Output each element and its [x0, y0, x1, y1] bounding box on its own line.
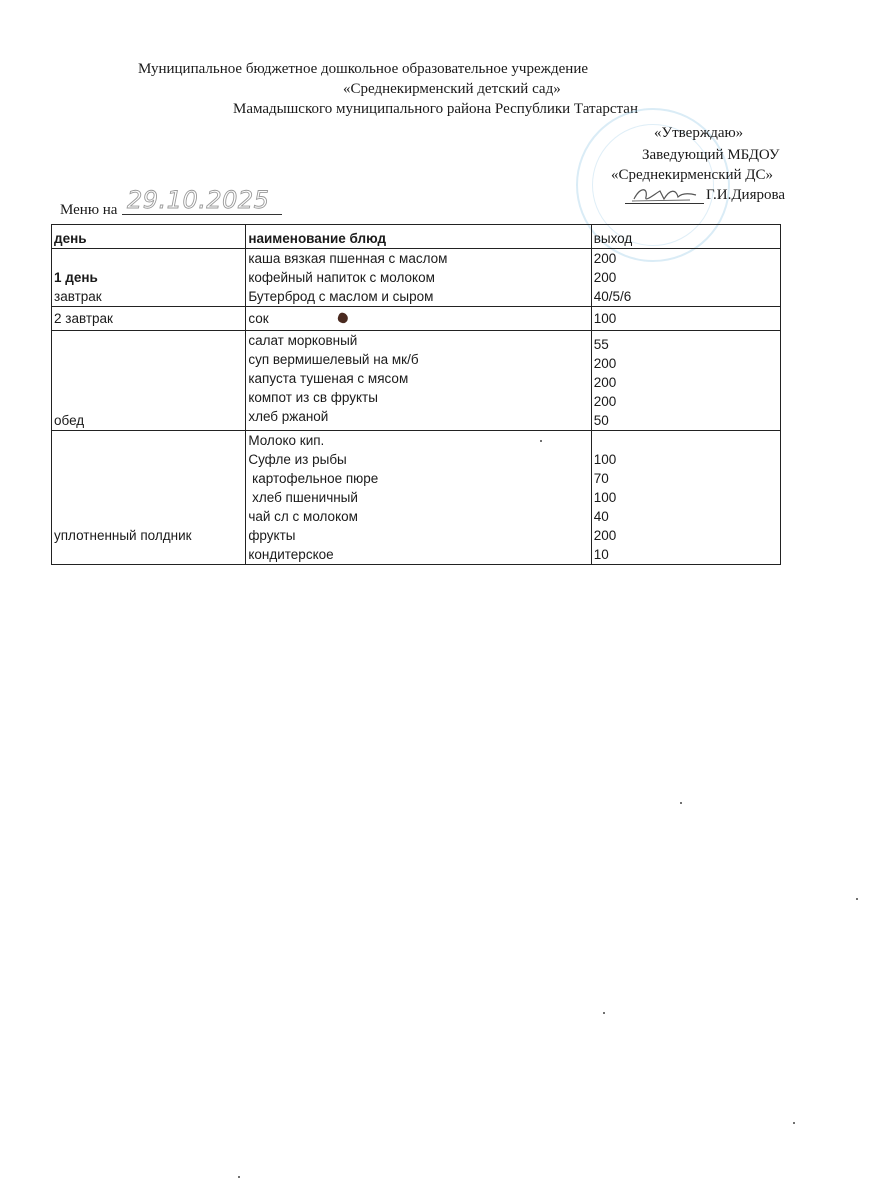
- yield-item: 100: [593, 311, 617, 326]
- day-cell: [52, 331, 246, 431]
- day-cell: [52, 249, 246, 307]
- header-yield-label: выход: [593, 231, 633, 246]
- day-number: 1 день: [54, 270, 98, 285]
- table-header-row: [52, 225, 781, 249]
- yield-cell: [591, 307, 780, 331]
- table-row: [52, 307, 781, 331]
- day-cell: [52, 431, 246, 565]
- menu-table: [51, 224, 781, 565]
- table-row: [52, 431, 781, 565]
- yield-item: 70: [593, 471, 609, 486]
- dish-item: хлеб ржаной: [248, 409, 329, 424]
- scan-speck: [680, 802, 682, 804]
- yield-item: 100: [593, 490, 617, 505]
- yield-item: 40: [593, 509, 609, 524]
- day-cell: [52, 307, 246, 331]
- yield-cell: [591, 431, 780, 565]
- dish-item: капуста тушеная с мясом: [248, 371, 409, 386]
- dish-item: каша вязкая пшенная с маслом: [248, 251, 448, 266]
- org-name-line2: «Среднекирменский детский сад»: [343, 81, 561, 97]
- date-underline: [122, 214, 282, 215]
- menu-date-label: Меню на: [60, 202, 118, 218]
- yield-item: 200: [593, 270, 617, 285]
- yield-item: 55: [593, 337, 609, 352]
- yield-item: 100: [593, 452, 617, 467]
- yield-cell: [591, 331, 780, 431]
- dishes-cell: [246, 431, 591, 565]
- dish-item: компот из св фрукты: [248, 390, 378, 405]
- yield-item: 50: [593, 413, 609, 428]
- yield-item: 200: [593, 251, 617, 266]
- approval-name: Г.И.Диярова: [706, 187, 786, 203]
- dish-item: чай сл с молоком: [248, 509, 358, 524]
- scan-speck: [238, 1176, 240, 1178]
- dish-item: фрукты: [248, 528, 296, 543]
- yield-item: 200: [593, 394, 617, 409]
- meal-name: обед: [54, 413, 85, 428]
- yield-item: 40/5/6: [593, 289, 632, 304]
- header-yield: [591, 225, 780, 249]
- dish-item: Бутерброд с маслом и сыром: [248, 289, 434, 304]
- approval-org: «Среднекирменский ДС»: [611, 167, 774, 183]
- dish-item: хлеб пшеничный: [248, 490, 358, 505]
- dishes-cell: [246, 331, 591, 431]
- org-name-line3: Мамадышского муниципального района Республики Татарстан: [233, 101, 638, 117]
- yield-cell: [591, 249, 780, 307]
- dishes-cell: [246, 307, 591, 331]
- yield-item: 200: [593, 375, 617, 390]
- header-day: день: [52, 225, 246, 249]
- dish-item: Молоко кип.: [248, 433, 325, 448]
- dish-item: салат морковный: [248, 333, 358, 348]
- dishes-cell: [246, 249, 591, 307]
- table-row: [52, 249, 781, 307]
- signature: [630, 183, 700, 205]
- scan-speck: [793, 1122, 795, 1124]
- dish-item: суп вермишелевый на мк/б: [248, 352, 419, 367]
- org-name-line1: Муниципальное бюджетное дошкольное образовательное учреждение: [138, 61, 588, 77]
- meal-name: уплотненный полдник: [54, 528, 192, 543]
- approval-position: Заведующий МБДОУ: [642, 147, 780, 163]
- meal-name: завтрак: [54, 289, 102, 304]
- dish-item: сок: [248, 311, 269, 326]
- yield-item: 200: [593, 356, 617, 371]
- meal-name: 2 завтрак: [54, 311, 113, 326]
- yield-item: 10: [593, 547, 609, 562]
- dish-item: картофельное пюре: [248, 471, 379, 486]
- dish-item: кондитерское: [248, 547, 334, 562]
- yield-item: 200: [593, 528, 617, 543]
- dish-item: Суфле из рыбы: [248, 452, 347, 467]
- scan-speck: [540, 440, 542, 442]
- scan-speck: [856, 898, 858, 900]
- menu-date-handwritten: 29.10.2025: [127, 186, 270, 214]
- approval-title: «Утверждаю»: [654, 125, 744, 141]
- header-dish: наименование блюд: [246, 225, 591, 249]
- table-row: [52, 331, 781, 431]
- scan-speck: [603, 1012, 605, 1014]
- dish-item: кофейный напиток с молоком: [248, 270, 435, 285]
